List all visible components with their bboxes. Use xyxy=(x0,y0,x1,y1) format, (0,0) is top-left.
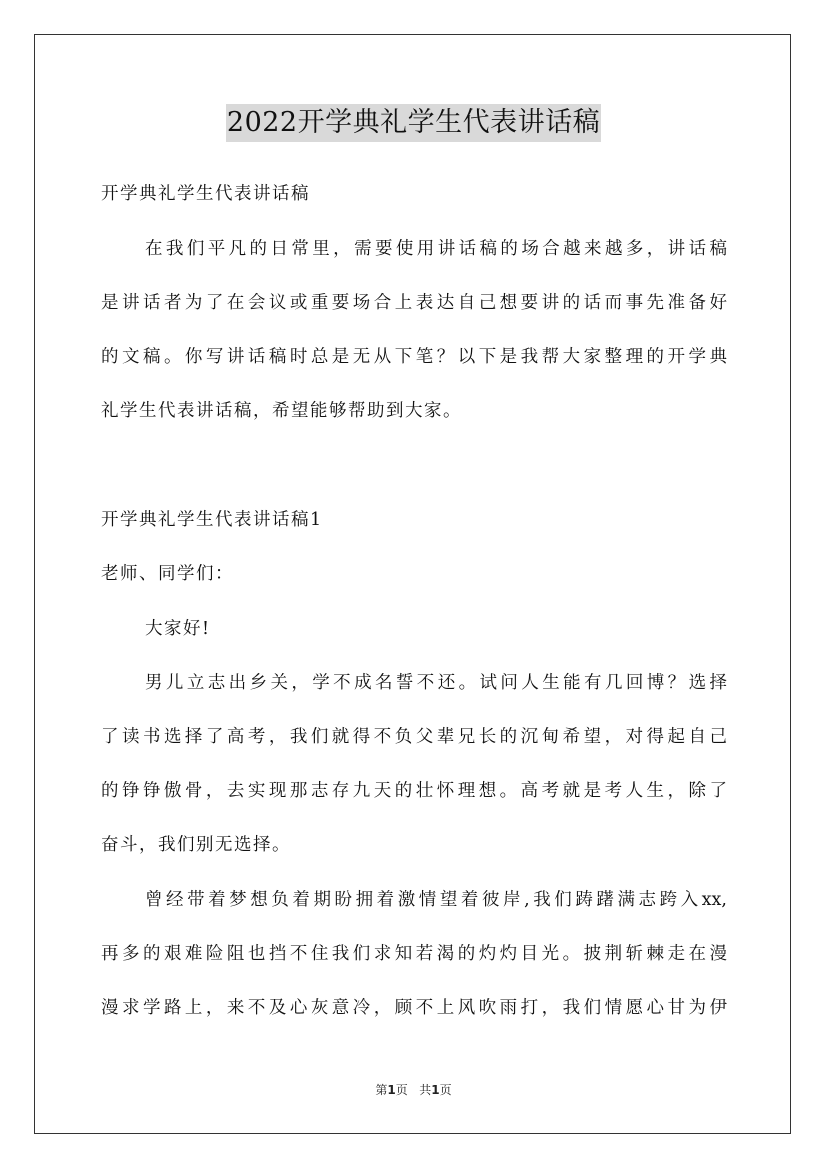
intro-line-1: 在我们平凡的日常里，需要使用讲话稿的场合越来越多，讲话稿 xyxy=(145,239,727,259)
page-prefix: 第 xyxy=(375,1083,388,1097)
page-footer xyxy=(0,1082,827,1098)
title-container xyxy=(0,104,827,142)
page-suffix: 页 xyxy=(395,1083,408,1097)
body-line-7: 漫求学路上，来不及心灰意冷，顾不上风吹雨打，我们情愿心甘为伊 xyxy=(101,998,727,1018)
intro-line-2: 是讲话者为了在会议或重要场合上表达自己想要讲的话而事先准备好 xyxy=(101,293,727,313)
salutation-line: 老师、同学们： xyxy=(101,564,234,584)
body-line-6: 再多的艰难险阻也挡不住我们求知若渴的灼灼目光。披荆斩棘走在漫 xyxy=(101,944,727,964)
total-prefix: 共 xyxy=(419,1083,432,1097)
body-line-2: 了读书选择了高考，我们就得不负父辈兄长的沉甸希望，对得起自己 xyxy=(101,727,727,747)
total-number: 1 xyxy=(431,1083,440,1097)
body-line-4: 奋斗，我们别无选择。 xyxy=(101,835,291,855)
total-suffix: 页 xyxy=(439,1083,452,1097)
body-line-5: 曾经带着梦想负着期盼拥着激情望着彼岸,我们踌躇满志跨入xx, xyxy=(145,890,727,910)
intro-line-3: 的文稿。你写讲话稿时总是无从下笔？以下是我帮大家整理的开学典 xyxy=(101,347,727,367)
intro-line-4: 礼学生代表讲话稿，希望能够帮助到大家。 xyxy=(101,401,462,421)
body-line-3: 的铮铮傲骨，去实现那志存九天的壮怀理想。高考就是考人生，除了 xyxy=(101,781,727,801)
body-line-1: 男儿立志出乡关，学不成名誓不还。试问人生能有几回博？选择 xyxy=(145,673,727,693)
page-number: 1 xyxy=(387,1083,396,1097)
document-title: 2022开学典礼学生代表讲话稿 xyxy=(226,104,601,142)
subtitle-line: 开学典礼学生代表讲话稿 xyxy=(101,184,310,204)
section-heading: 开学典礼学生代表讲话稿1 xyxy=(101,510,323,530)
greeting-line: 大家好! xyxy=(145,619,211,639)
